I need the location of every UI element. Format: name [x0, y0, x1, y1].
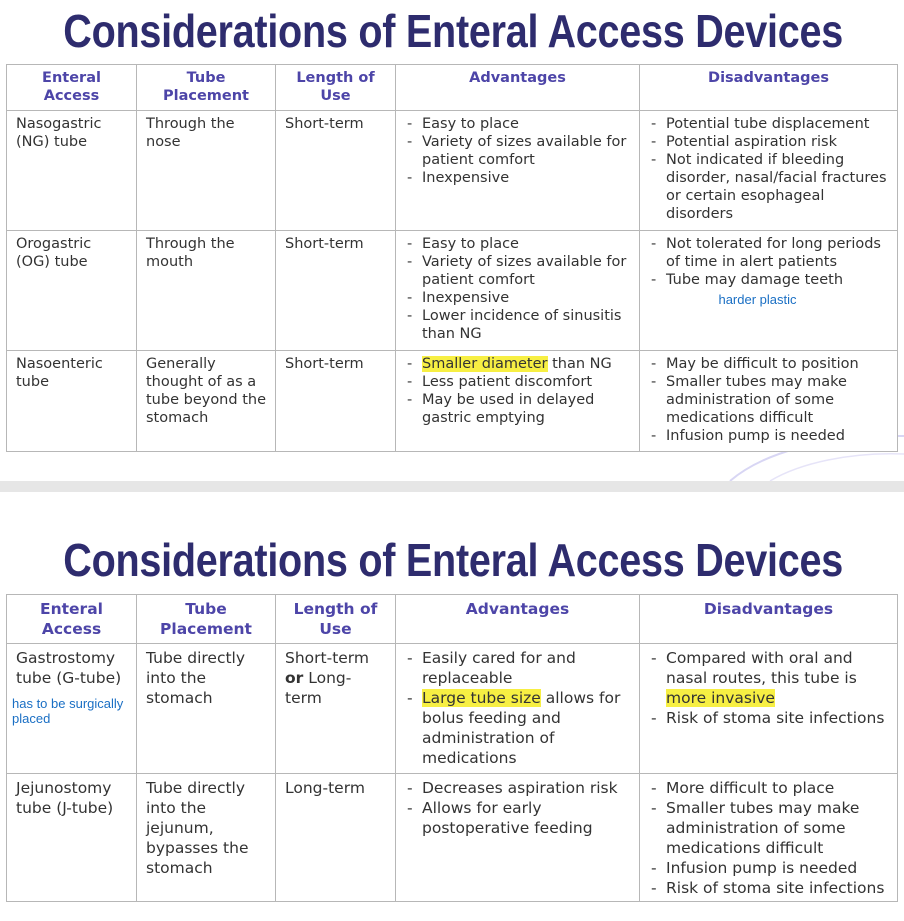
list-item-text: allows for bolus feeding and administration of medications	[422, 689, 621, 767]
list-item: - Infusion pump is needed	[649, 858, 888, 878]
placement-cell: Through the mouth	[137, 231, 276, 351]
list-item: - Not tolerated for long periods of time in alert patients	[649, 235, 888, 271]
length-cell: Long-term	[276, 774, 396, 902]
disadvantages-cell	[640, 111, 898, 231]
highlighted-text: more invasive	[666, 689, 775, 707]
table-row	[7, 111, 898, 231]
advantages-cell	[396, 774, 640, 902]
slide-title: Considerations of Enteral Access Devices	[63, 5, 844, 57]
list-item-text: Compared with oral and nasal routes, this tube is	[666, 649, 857, 687]
access-cell: Jejunostomy tube (J-tube)	[7, 774, 137, 902]
header-row	[7, 65, 898, 111]
list-item-text: than NG	[547, 356, 612, 372]
header-advantages: Advantages	[396, 65, 640, 111]
list-item: - Inexpensive	[405, 169, 630, 187]
disadvantages-cell	[640, 774, 898, 902]
slide-title: Considerations of Enteral Access Devices	[63, 534, 844, 586]
length-text: Short-term	[285, 649, 370, 667]
length-cell: Short-term	[276, 111, 396, 231]
header-disadvantages: Disadvantages	[640, 65, 898, 111]
list-item: - Potential tube displacement	[649, 115, 888, 133]
list-item	[405, 355, 630, 373]
list-item: - Inexpensive	[405, 289, 630, 307]
access-cell: Orogastric (OG) tube	[7, 231, 137, 351]
placement-cell: Tube directly into the stomach	[137, 644, 276, 774]
handwritten-note: has to be surgically placed	[12, 696, 124, 726]
table-row	[7, 351, 898, 452]
access-cell	[7, 644, 137, 774]
table-row	[7, 231, 898, 351]
list-item: - Allows for early postoperative feeding	[405, 798, 630, 838]
header-length-of-use: Length of Use	[276, 595, 396, 644]
placement-cell: Generally thought of as a tube beyond the stomach	[137, 351, 276, 452]
list-item: - Risk of stoma site infections	[649, 708, 888, 728]
access-cell: Nasogastric (NG) tube	[7, 111, 137, 231]
highlighted-text: Smaller diameter	[422, 356, 548, 372]
list-item: - Easy to place	[405, 115, 630, 133]
header-disadvantages: Disadvantages	[640, 595, 898, 644]
disadvantages-cell	[640, 231, 898, 351]
disadvantages-cell	[640, 351, 898, 452]
list-item: - May be difficult to position	[649, 355, 888, 373]
length-cell: Short-term	[276, 231, 396, 351]
header-enteral-access: Enteral Access	[7, 65, 137, 111]
list-item: - More difficult to place	[649, 778, 888, 798]
list-item: - Variety of sizes available for patient comfort	[405, 133, 630, 169]
list-item: - Less patient discomfort	[405, 373, 630, 391]
slide-2	[0, 492, 904, 921]
access-cell: Nasoenteric tube	[7, 351, 137, 452]
advantages-cell	[396, 644, 640, 774]
list-item: - May be used in delayed gastric emptying	[405, 391, 630, 427]
placement-cell: Tube directly into the jejunum, bypasses the stomach	[137, 774, 276, 902]
header-tube-placement: Tube Placement	[137, 65, 276, 111]
list-item	[649, 648, 888, 708]
list-item: - Not indicated if bleeding disorder, nasal/facial fractures or certain esophageal disorders	[649, 151, 888, 223]
list-item: - Smaller tubes may make administration of some medications difficult	[649, 798, 888, 858]
length-cell: Short-term	[276, 351, 396, 452]
header-row	[7, 595, 898, 644]
highlighted-text: Large tube size	[422, 689, 541, 707]
header-length-of-use: Length of Use	[276, 65, 396, 111]
header-tube-placement: Tube Placement	[137, 595, 276, 644]
enteral-table	[6, 594, 898, 902]
handwritten-note: harder plastic	[718, 292, 797, 307]
list-item: - Tube may damage teeth	[649, 271, 888, 289]
enteral-table	[6, 64, 898, 452]
list-item	[405, 688, 630, 768]
list-item: - Smaller tubes may make administration of some medications difficult	[649, 373, 888, 427]
placement-cell: Through the nose	[137, 111, 276, 231]
disadvantages-cell	[640, 644, 898, 774]
list-item: - Potential aspiration risk	[649, 133, 888, 151]
advantages-cell	[396, 351, 640, 452]
table-row	[7, 644, 898, 774]
slide-divider	[0, 481, 904, 492]
list-item: - Risk of stoma site infections	[649, 878, 888, 898]
length-or: or	[285, 669, 304, 687]
advantages-cell	[396, 231, 640, 351]
list-item: - Decreases aspiration risk	[405, 778, 630, 798]
table-row	[7, 774, 898, 902]
length-cell	[276, 644, 396, 774]
list-item: - Variety of sizes available for patient comfort	[405, 253, 630, 289]
access-text: Gastrostomy tube (G-tube)	[16, 649, 122, 687]
header-enteral-access: Enteral Access	[7, 595, 137, 644]
length-text: Long-term	[285, 669, 352, 707]
list-item: - Easily cared for and replaceable	[405, 648, 630, 688]
list-item: - Easy to place	[405, 235, 630, 253]
list-item: - Lower incidence of sinusitis than NG	[405, 307, 630, 343]
list-item: - Infusion pump is needed	[649, 427, 888, 445]
header-advantages: Advantages	[396, 595, 640, 644]
advantages-cell	[396, 111, 640, 231]
